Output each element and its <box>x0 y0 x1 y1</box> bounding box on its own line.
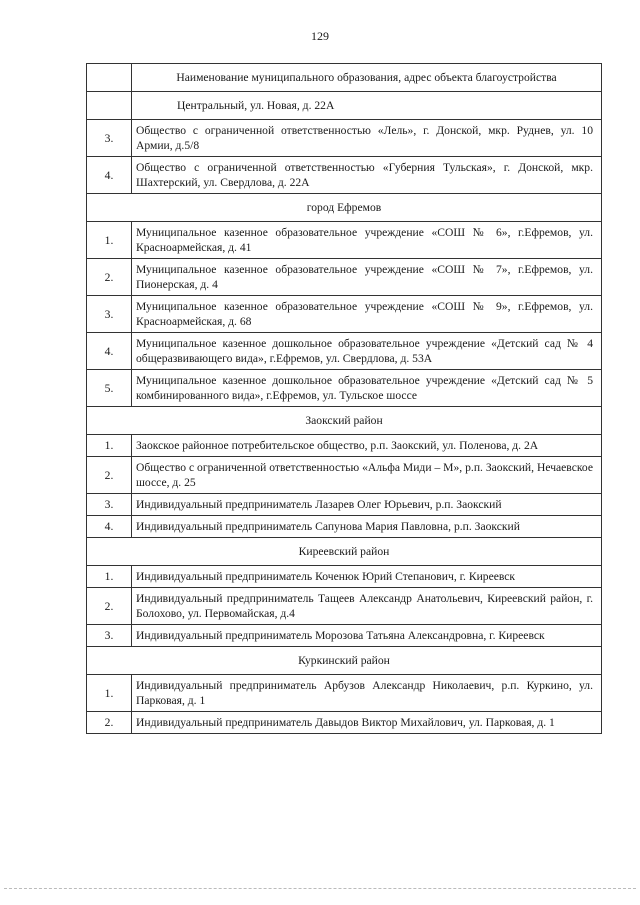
header-number-cell <box>87 64 132 92</box>
section-title: город Ефремов <box>87 194 602 222</box>
section-title: Киреевский район <box>87 538 602 566</box>
row-number: 3. <box>87 494 132 516</box>
row-entity: Муниципальное казенное дошкольное образовательное учреждение «Детский сад № 4 общеразвивающего вида», г.Ефремов, ул. Свердлова, д. 53А <box>132 333 602 370</box>
row-entity: Заокское районное потребительское общество, р.п. Заокский, ул. Поленова, д. 2А <box>132 435 602 457</box>
row-number: 1. <box>87 222 132 259</box>
row-number: 1. <box>87 675 132 712</box>
continuation-number-cell <box>87 92 132 120</box>
row-number: 1. <box>87 435 132 457</box>
table-header-row <box>87 64 602 92</box>
row-entity: Общество с ограниченной ответственностью «Альфа Миди – М», р.п. Заокский, Нечаевское шоссе, д. 25 <box>132 457 602 494</box>
table-row <box>87 494 602 516</box>
table-row <box>87 675 602 712</box>
row-number: 4. <box>87 157 132 194</box>
row-number: 3. <box>87 625 132 647</box>
row-number: 4. <box>87 516 132 538</box>
table-row <box>87 120 602 157</box>
row-entity: Индивидуальный предприниматель Тащеев Александр Анатольевич, Киреевский район, г. Болохово, ул. Первомайская, д.4 <box>132 588 602 625</box>
registry-table-body <box>87 64 602 734</box>
table-row <box>87 625 602 647</box>
table-row <box>87 516 602 538</box>
section-row <box>87 647 602 675</box>
row-entity: Индивидуальный предприниматель Коченюк Юрий Степанович, г. Киреевск <box>132 566 602 588</box>
section-row <box>87 407 602 435</box>
row-entity: Индивидуальный предприниматель Давыдов Виктор Михайлович, ул. Парковая, д. 1 <box>132 712 602 734</box>
row-entity: Муниципальное казенное дошкольное образовательное учреждение «Детский сад № 5 комбинированного вида», г.Ефремов, ул. Тульское шоссе <box>132 370 602 407</box>
table-row <box>87 157 602 194</box>
row-entity: Муниципальное казенное образовательное учреждение «СОШ № 7», г.Ефремов, ул. Пионерская, д. 4 <box>132 259 602 296</box>
continuation-address: Центральный, ул. Новая, д. 22А <box>132 92 602 120</box>
row-entity: Общество с ограниченной ответственностью «Губерния Тульская», г. Донской, мкр. Шахтерский, ул. Свердлова, д. 22А <box>132 157 602 194</box>
table-row <box>87 259 602 296</box>
continuation-row <box>87 92 602 120</box>
table-header: Наименование муниципального образования, адрес объекта благоустройства <box>132 64 602 92</box>
row-entity: Индивидуальный предприниматель Лазарев Олег Юрьевич, р.п. Заокский <box>132 494 602 516</box>
table-row <box>87 566 602 588</box>
registry-table <box>86 63 602 734</box>
row-number: 2. <box>87 457 132 494</box>
row-entity: Индивидуальный предприниматель Сапунова Мария Павловна, р.п. Заокский <box>132 516 602 538</box>
section-title: Заокский район <box>87 407 602 435</box>
row-number: 3. <box>87 296 132 333</box>
row-number: 5. <box>87 370 132 407</box>
row-number: 2. <box>87 712 132 734</box>
row-entity: Общество с ограниченной ответственностью «Лель», г. Донской, мкр. Руднев, ул. 10 Армии, д.5/8 <box>132 120 602 157</box>
table-row <box>87 222 602 259</box>
section-row <box>87 538 602 566</box>
row-entity: Индивидуальный предприниматель Морозова Татьяна Александровна, г. Киреевск <box>132 625 602 647</box>
row-entity: Муниципальное казенное образовательное учреждение «СОШ № 6», г.Ефремов, ул. Красноармейская, д. 41 <box>132 222 602 259</box>
table-row <box>87 370 602 407</box>
section-row <box>87 194 602 222</box>
table-row <box>87 588 602 625</box>
row-number: 2. <box>87 588 132 625</box>
table-row <box>87 333 602 370</box>
table-row <box>87 712 602 734</box>
row-number: 2. <box>87 259 132 296</box>
table-row <box>87 296 602 333</box>
row-number: 3. <box>87 120 132 157</box>
table-row <box>87 457 602 494</box>
row-entity: Муниципальное казенное образовательное учреждение «СОШ № 9», г.Ефремов, ул. Красноармейская, д. 68 <box>132 296 602 333</box>
row-number: 4. <box>87 333 132 370</box>
footer-divider <box>4 888 636 889</box>
row-entity: Индивидуальный предприниматель Арбузов Александр Николаевич, р.п. Куркино, ул. Парковая, д. 1 <box>132 675 602 712</box>
section-title: Куркинский район <box>87 647 602 675</box>
table-row <box>87 435 602 457</box>
row-number: 1. <box>87 566 132 588</box>
page-number: 129 <box>311 29 329 43</box>
